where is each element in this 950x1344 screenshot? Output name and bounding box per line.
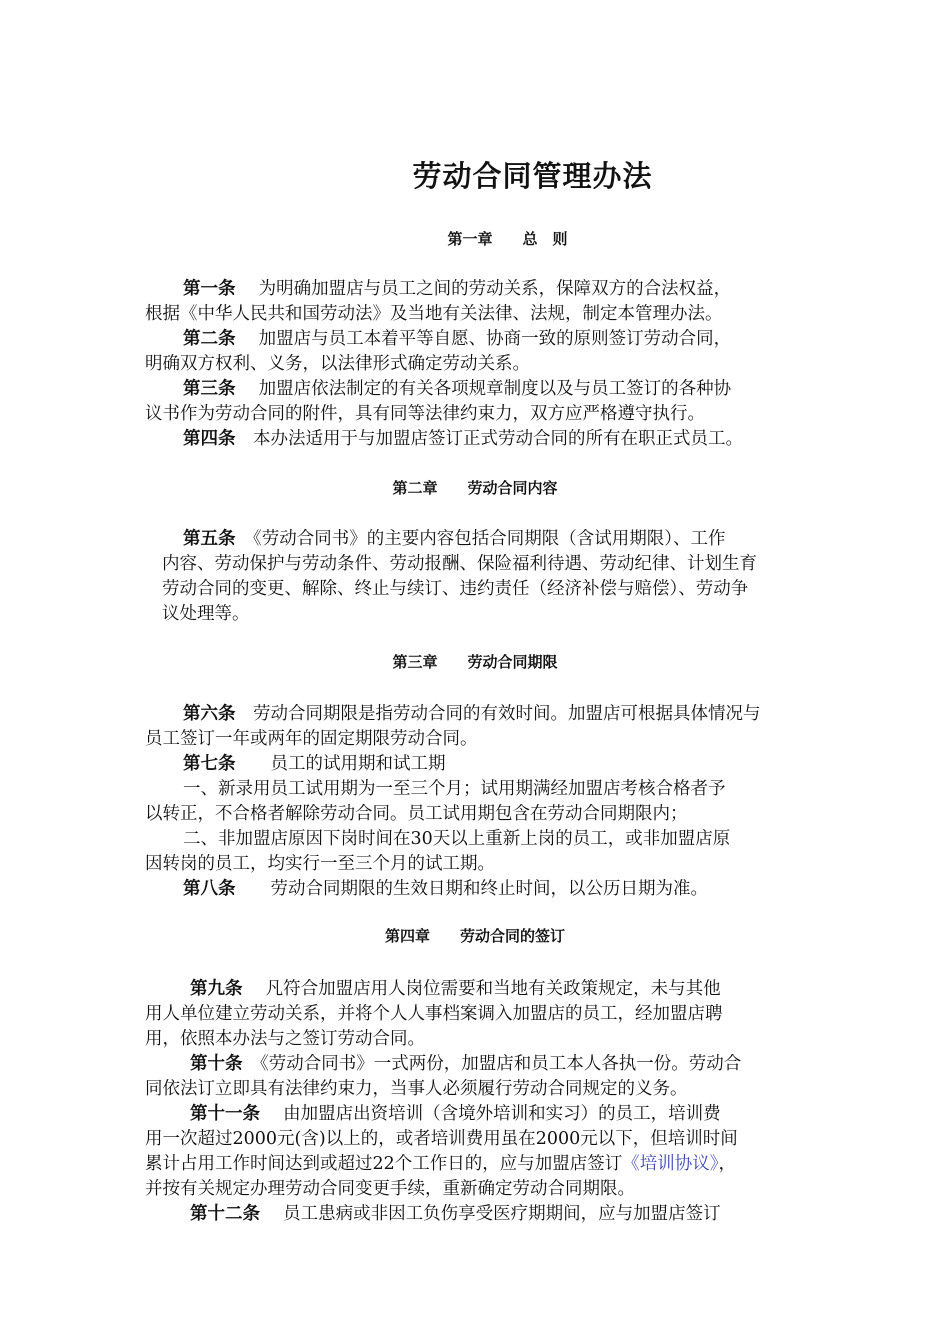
article-9-line-2: 用人单位建立劳动关系，并将个人人事档案调入加盟店的员工，经加盟店聘 <box>145 1004 723 1024</box>
article-8-label: 第八条 <box>183 879 236 899</box>
article-7-item-1-line-2: 以转正，不合格者解除劳动合同。员工试用期包含在劳动合同期限内； <box>145 804 688 824</box>
article-11-punct: ， <box>718 1154 737 1174</box>
article-2-line-1 <box>183 326 863 354</box>
article-8-text-1: 劳动合同期限的生效日期和终止时间，以公历日期为准。 <box>270 879 708 899</box>
article-10-line-2: 同依法订立即具有法律约束力，当事人必须履行劳动合同规定的义务。 <box>145 1079 688 1099</box>
article-11-line-3 <box>145 1151 825 1179</box>
article-4-label: 第四条 <box>183 429 236 449</box>
article-7-line-1 <box>183 751 863 779</box>
document-title: 劳动合同管理办法 <box>412 159 653 193</box>
article-11-label: 第十一条 <box>190 1104 260 1124</box>
article-10-label: 第十条 <box>190 1054 243 1074</box>
article-11-line-2: 用一次超过2000元(含)以上的，或者培训费用虽在2000元以下，但培训时间 <box>145 1129 738 1149</box>
article-11-line-1 <box>190 1101 870 1129</box>
training-agreement-link[interactable]: 《培训协议》 <box>622 1154 719 1174</box>
article-7-item-2-line-2: 因转岗的员工，均实行一至三个月的试工期。 <box>145 854 495 874</box>
chapter-4-heading: 第四章 劳动合同的签订 <box>384 927 565 945</box>
article-9-line-1 <box>190 976 870 1004</box>
chapter-3-heading: 第三章 劳动合同期限 <box>392 653 558 671</box>
article-9-label: 第九条 <box>190 979 243 999</box>
article-2-line-2: 明确双方权利、义务，以法律形式确定劳动关系。 <box>145 354 530 374</box>
article-1-line-2: 根据《中华人民共和国劳动法》及当地有关法律、法规，制定本管理办法。 <box>145 304 723 324</box>
chapter-2-heading: 第二章 劳动合同内容 <box>392 479 558 497</box>
article-10-line-1 <box>190 1051 870 1079</box>
article-6-line-2: 员工签订一年或两年的固定期限劳动合同。 <box>145 729 478 749</box>
article-8-line-1 <box>183 876 863 904</box>
article-3-text-1: 加盟店依法制定的有关各项规章制度以及与员工签订的各种协 <box>258 379 732 399</box>
article-5-line-1 <box>183 526 863 554</box>
article-7-item-1-line-1: 一、新录用员工试用期为一至三个月；试用期满经加盟店考核合格者予 <box>183 779 726 799</box>
article-12-label: 第十二条 <box>190 1204 260 1224</box>
article-5-text-1: 《劳动合同书》的主要内容包括合同期限（含试用期限）、工作 <box>253 529 726 549</box>
article-2-text-1: 加盟店与员工本着平等自愿、协商一致的原则签订劳动合同， <box>258 329 732 349</box>
article-12-text-1: 员工患病或非因工负伤享受医疗期期间，应与加盟店签订 <box>283 1204 721 1224</box>
article-5-line-2: 内容、劳动保护与劳动条件、劳动报酬、保险福利待遇、劳动纪律、计划生育 <box>162 554 757 574</box>
article-1-label: 第一条 <box>183 279 236 299</box>
article-1-text-1: 为明确加盟店与员工之间的劳动关系，保障双方的合法权益， <box>258 279 732 299</box>
article-9-line-3: 用，依照本办法与之签订劳动合同。 <box>145 1029 425 1049</box>
article-1-line-1 <box>183 276 863 304</box>
article-11-text-1: 由加盟店出资培训（含境外培训和实习）的员工，培训费 <box>283 1104 721 1124</box>
article-7-text-1: 员工的试用期和试工期 <box>270 754 446 774</box>
article-9-text-1: 凡符合加盟店用人岗位需要和当地有关政策规定，未与其他 <box>265 979 721 999</box>
article-5-line-4: 议处理等。 <box>162 604 250 624</box>
article-6-text-1: 劳动合同期限是指劳动合同的有效时间。加盟店可根据具体情况与 <box>253 704 761 724</box>
article-6-label: 第六条 <box>183 704 236 724</box>
article-12-line-1 <box>190 1201 870 1229</box>
article-4-text-1: 本办法适用于与加盟店签订正式劳动合同的所有在职正式员工。 <box>253 429 743 449</box>
article-5-line-3: 劳动合同的变更、解除、终止与续订、违约责任（经济补偿与赔偿）、劳动争 <box>162 579 749 599</box>
article-5-label: 第五条 <box>183 529 236 549</box>
article-7-label: 第七条 <box>183 754 236 774</box>
article-3-label: 第三条 <box>183 379 236 399</box>
article-3-line-1 <box>183 376 863 404</box>
article-4-line-1 <box>183 426 863 454</box>
article-2-label: 第二条 <box>183 329 236 349</box>
article-3-line-2: 议书作为劳动合同的附件，具有同等法律约束力，双方应严格遵守执行。 <box>145 404 705 424</box>
chapter-1-heading: 第一章 总 则 <box>447 230 568 248</box>
article-11-line-4: 并按有关规定办理劳动合同变更手续，重新确定劳动合同期限。 <box>145 1179 635 1199</box>
article-6-line-1 <box>183 701 863 729</box>
article-11-text-3: 累计占用工作时间达到或超过22个工作日的，应与加盟店签订 <box>145 1154 623 1174</box>
article-7-item-2-line-1: 二、非加盟店原因下岗时间在30天以上重新上岗的员工，或非加盟店原 <box>183 829 731 849</box>
article-10-text-1: 《劳动合同书》一式两份，加盟店和员工本人各执一份。劳动合 <box>260 1054 742 1074</box>
